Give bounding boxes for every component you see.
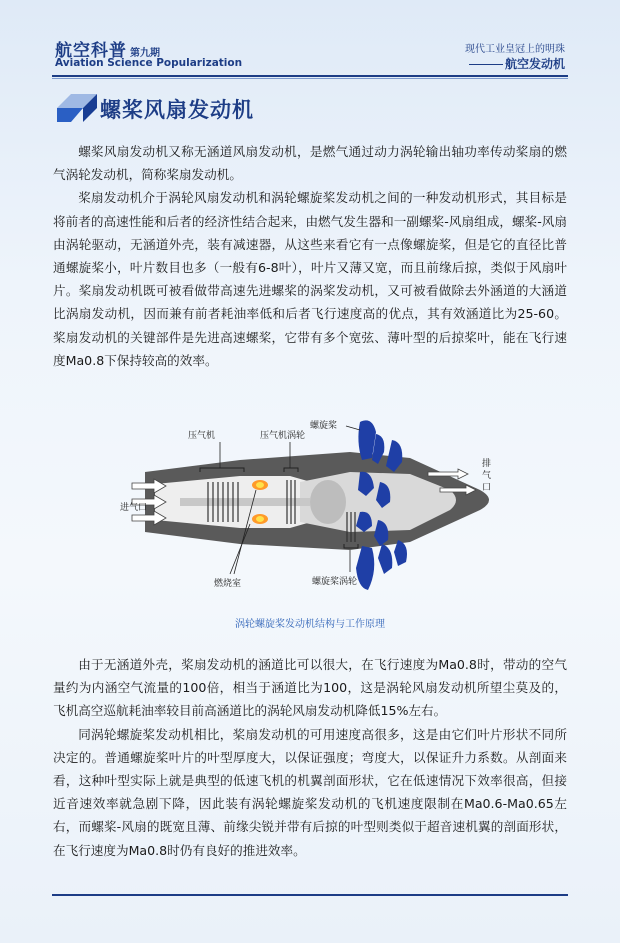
- section-diamond-icon: [55, 92, 99, 124]
- body-text-top: [53, 140, 567, 372]
- label-propeller: 螺旋桨: [310, 421, 338, 431]
- figure-caption: 涡轮螺旋桨发动机结构与工作原理: [235, 619, 385, 630]
- magazine-name: 航空科普: [55, 41, 127, 61]
- header-topic: [469, 55, 565, 72]
- paragraph-speed-comparison: 同涡轮螺旋桨发动机相比，桨扇发动机的可用速度高很多，这是由它们叶片形状不同所决定的。普通螺旋桨叶片的叶型厚度大，以保证强度；弯度大，以保证升力系数。从剖面来看，这种叶型实际上就是典型的低速飞机的机翼剖面形状，它在低速情况下效率很高，但接近音速效率就急剧下降，因此装有涡轮螺旋桨发动机的飞机速度限制在Ma0.6-Ma0.65左右，而螺桨-风扇的既宽且薄、前缘尖锐并带有后掠的叶型则类似于超音速机翼的剖面形状，在飞行速度为Ma0.8时仍有良好的推进效率。: [53, 726, 567, 858]
- compressor-stages: [208, 482, 238, 522]
- inlet-arrows: [132, 479, 166, 525]
- footer-rule: [52, 894, 568, 896]
- section-title: 螺桨风扇发动机: [100, 98, 254, 122]
- label-inlet: 进气口: [120, 503, 148, 513]
- paragraph-intro: 螺桨风扇发动机又称无涵道风扇发动机，是燃气通过动力涡轮输出轴功率传动桨扇的燃气涡轮发动机，简称桨扇发动机。: [53, 144, 567, 183]
- paragraph-description: 桨扇发动机介于涡轮风扇发动机和涡轮螺旋桨发动机之间的一种发动机形式，其目标是将前者的高速性能和后者的经济性结合起来，由燃气发生器和一副螺桨-风扇组成，螺桨-风扇由涡轮驱动，无涵道外壳，装有减速器，从这些来看它有一点像螺旋桨，但是它的直径比普通螺旋桨小，叶片数目也多（一般有6-8叶），叶片又薄又宽，而且前缘后掠，类似于风扇叶片。桨扇发动机既可被看做带高速先进螺桨的涡桨发动机，又可被看做除去外涵道的大涵道比涡扇发动机，因而兼有前者耗油率低和后者飞行速度高的优点，其有效涵道比为25-60。桨扇发动机的关键部件是先进高速螺桨，它带有多个宽弦、薄叶型的后掠桨叶，能在飞行速度Ma0.8下保持较高的效率。: [53, 190, 567, 368]
- label-exhaust-1: 排: [482, 459, 492, 469]
- engine-diagram: [110, 412, 510, 598]
- header-rule-thin: [52, 78, 568, 79]
- topic-dash: [469, 64, 503, 65]
- label-compressor: 压气机: [188, 431, 216, 441]
- topic-label: 航空发动机: [504, 57, 565, 71]
- label-compressor-turbine: 压气机涡轮: [260, 431, 306, 441]
- issue-label: 第九期: [130, 48, 160, 59]
- label-propeller-turbine: 螺旋桨涡轮: [312, 577, 358, 587]
- magazine-title-en: Aviation Science Popularization: [55, 57, 243, 69]
- header-tagline: 现代工业皇冠上的明珠: [465, 44, 565, 55]
- paragraph-bypass-ratio: 由于无涵道外壳，桨扇发动机的涵道比可以很大，在飞行速度为Ma0.8时，带动的空气量约为内涵空气流量的100倍，相当于涵道比为100，这是涡轮风扇发动机所望尘莫及的，飞机高空巡航耗油率较目前高涵道比的涡轮风扇发动机降低15%左右。: [53, 657, 567, 719]
- label-exhaust-3: 口: [482, 483, 492, 493]
- label-exhaust-2: 气: [482, 471, 492, 481]
- body-text-bottom: [53, 653, 567, 862]
- label-combustor: 燃烧室: [214, 579, 242, 589]
- header-rule: [52, 75, 568, 77]
- reduction-gear: [310, 480, 346, 524]
